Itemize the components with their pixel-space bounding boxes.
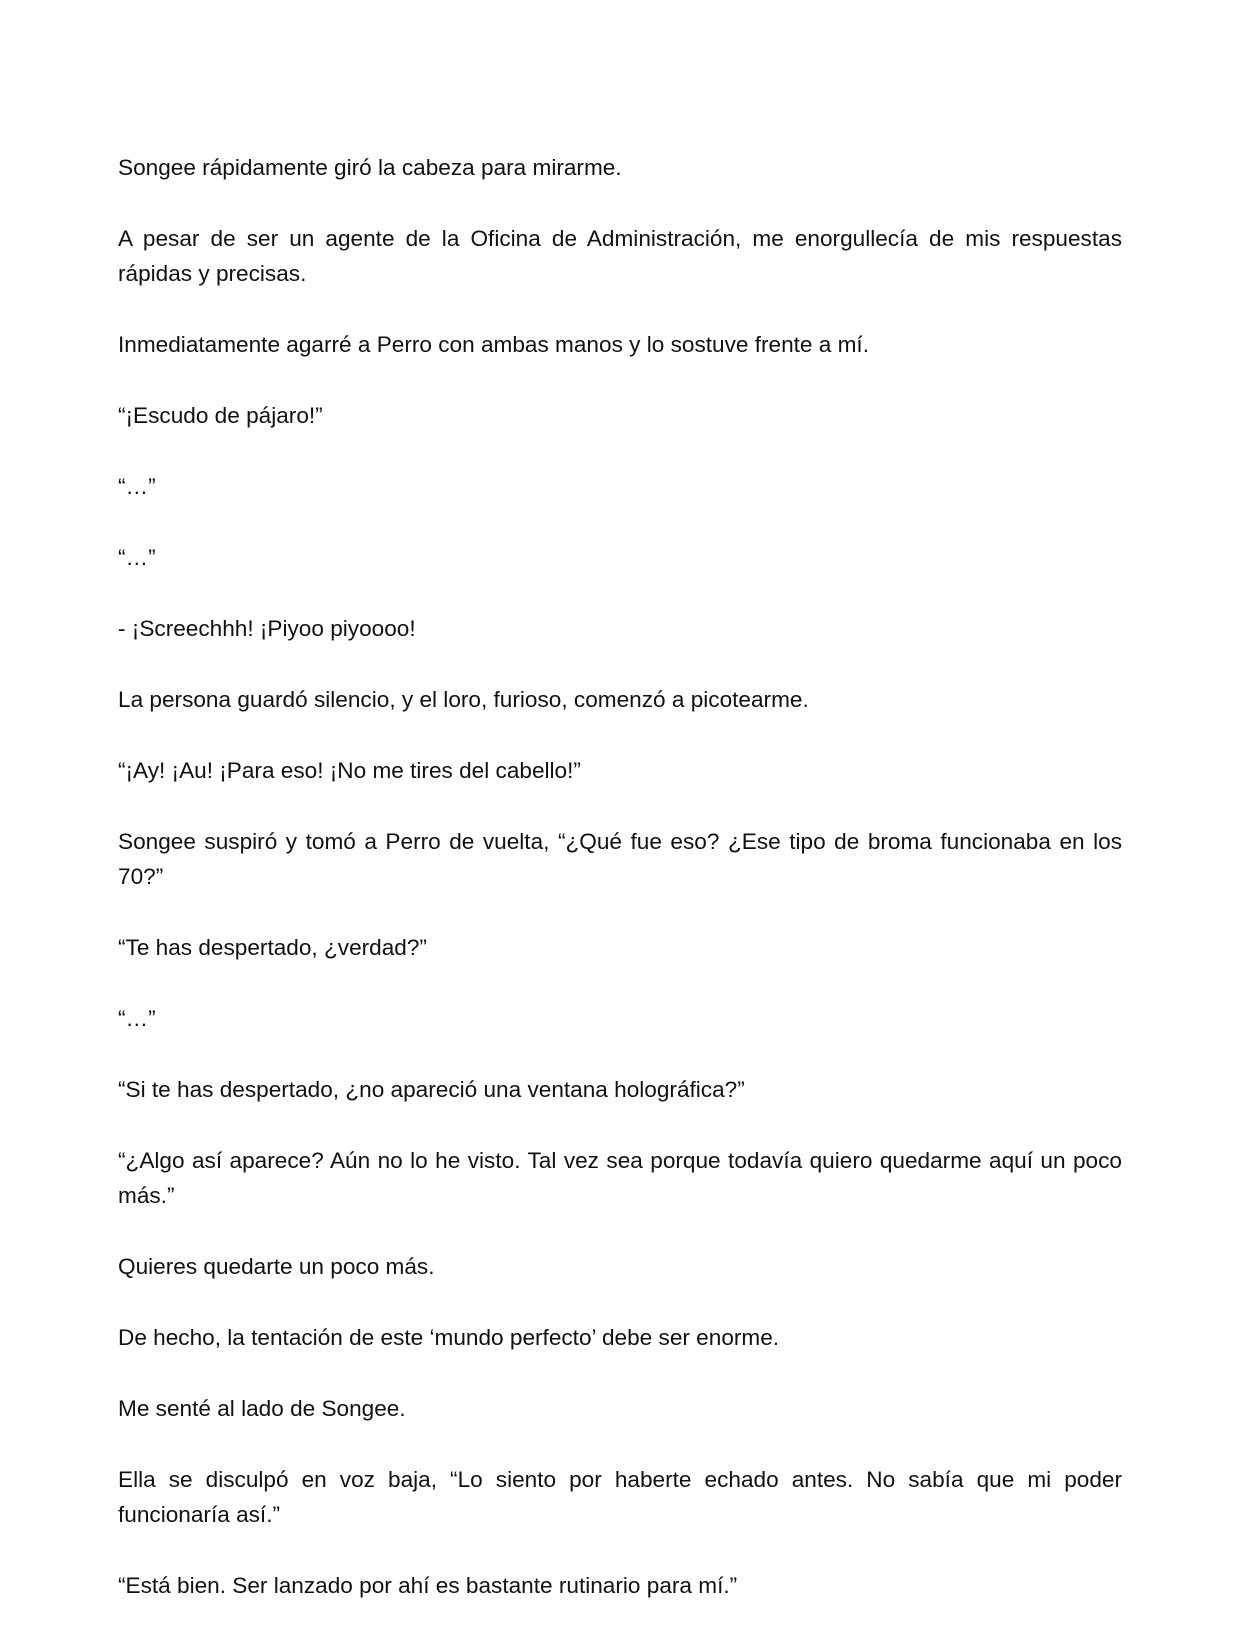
paragraph: “¡Escudo de pájaro!” [118, 403, 323, 428]
paragraph: De hecho, la tentación de este ‘mundo perfecto’ debe ser enorme. [118, 1325, 780, 1350]
paragraph: Inmediatamente agarré a Perro con ambas manos y lo sostuve frente a mí. [118, 332, 869, 357]
paragraph: “¿Algo así aparece? Aún no lo he visto. Tal vez sea porque todavía quiero quedarme aquí un poco más.” [118, 1148, 1122, 1208]
paragraph: “Si te has despertado, ¿no apareció una ventana holográfica?” [118, 1077, 745, 1102]
paragraph: Quieres quedarte un poco más. [118, 1254, 435, 1279]
paragraph: Ella se disculpó en voz baja, “Lo siento por haberte echado antes. No sabía que mi poder funcionaría así.” [118, 1467, 1122, 1527]
paragraph: “¡Ay! ¡Au! ¡Para eso! ¡No me tires del cabello!” [118, 758, 581, 783]
paragraph: Me senté al lado de Songee. [118, 1396, 406, 1421]
paragraph: “Está bien. Ser lanzado por ahí es bastante rutinario para mí.” [118, 1573, 738, 1598]
paragraph: “…” [118, 474, 156, 499]
paragraph: Songee suspiró y tomó a Perro de vuelta, “¿Qué fue eso? ¿Ese tipo de broma funcionaba en los 70?” [118, 829, 1122, 889]
document-body [118, 150, 1122, 1639]
paragraph: “…” [118, 1006, 156, 1031]
paragraph: “…” [118, 545, 156, 570]
paragraph: “Te has despertado, ¿verdad?” [118, 935, 427, 960]
paragraph: Songee rápidamente giró la cabeza para mirarme. [118, 155, 622, 180]
paragraph: La persona guardó silencio, y el loro, furioso, comenzó a picotearme. [118, 687, 809, 712]
paragraph: A pesar de ser un agente de la Oficina de Administración, me enorgullecía de mis respuestas rápidas y precisas. [118, 226, 1122, 286]
paragraph: - ¡Screechhh! ¡Piyoo piyoooo! [118, 616, 416, 641]
